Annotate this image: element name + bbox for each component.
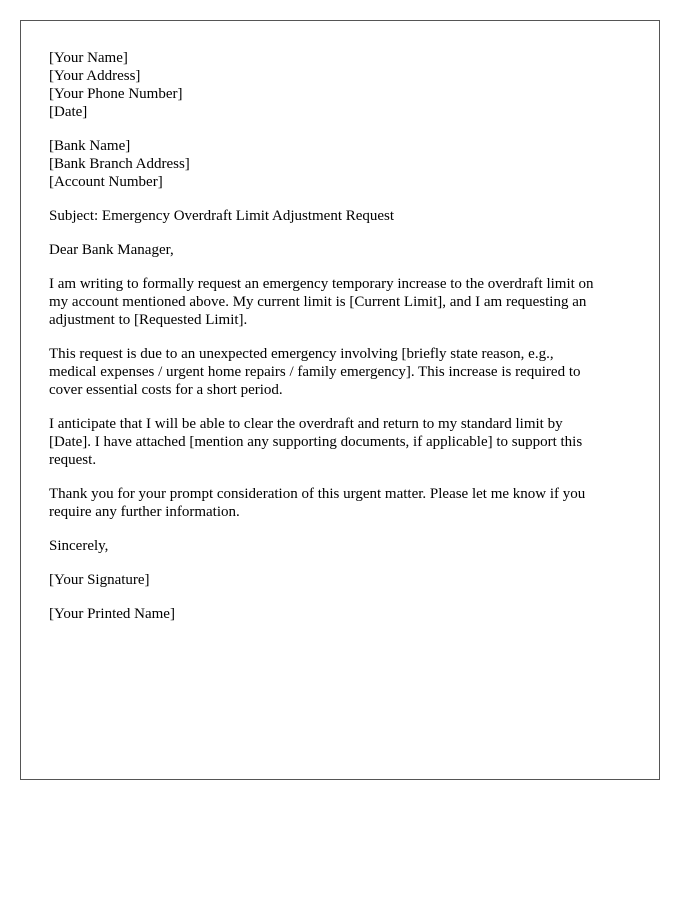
body-paragraph-3 — [49, 415, 639, 469]
letter-content — [49, 49, 639, 639]
bank-name: [Bank Name] — [49, 138, 131, 154]
letter-page — [20, 20, 660, 780]
paragraph-line: cover essential costs for a short period. — [49, 382, 283, 398]
recipient-block — [49, 137, 639, 191]
sender-block — [49, 49, 639, 121]
letter-date: [Date] — [49, 104, 88, 120]
closing: Sincerely, — [49, 538, 109, 554]
paragraph-line: I am writing to formally request an emergency temporary increase to the overdraft limit on — [49, 276, 594, 292]
signature-placeholder: [Your Signature] — [49, 572, 150, 588]
subject-line: Subject: Emergency Overdraft Limit Adjustment Request — [49, 208, 395, 224]
paragraph-line: [Date]. I have attached [mention any supporting documents, if applicable] to support this — [49, 434, 583, 450]
account-number: [Account Number] — [49, 174, 163, 190]
printed-name-placeholder: [Your Printed Name] — [49, 606, 175, 622]
paragraph-line: medical expenses / urgent home repairs / family emergency]. This increase is required to — [49, 364, 581, 380]
paragraph-line: adjustment to [Requested Limit]. — [49, 312, 248, 328]
sender-address: [Your Address] — [49, 68, 141, 84]
paragraph-line: Thank you for your prompt consideration of this urgent matter. Please let me know if you — [49, 486, 586, 502]
paragraph-line: I anticipate that I will be able to clear the overdraft and return to my standard limit by — [49, 416, 563, 432]
paragraph-line: my account mentioned above. My current limit is [Current Limit], and I am requesting an — [49, 294, 587, 310]
paragraph-line: require any further information. — [49, 504, 240, 520]
bank-branch-address: [Bank Branch Address] — [49, 156, 190, 172]
paragraph-line: request. — [49, 452, 97, 468]
salutation: Dear Bank Manager, — [49, 242, 174, 258]
sender-phone: [Your Phone Number] — [49, 86, 183, 102]
body-paragraph-4 — [49, 485, 639, 521]
body-paragraph-2 — [49, 345, 639, 399]
paragraph-line: This request is due to an unexpected emergency involving [briefly state reason, e.g., — [49, 346, 554, 362]
body-paragraph-1 — [49, 275, 639, 329]
sender-name: [Your Name] — [49, 50, 128, 66]
